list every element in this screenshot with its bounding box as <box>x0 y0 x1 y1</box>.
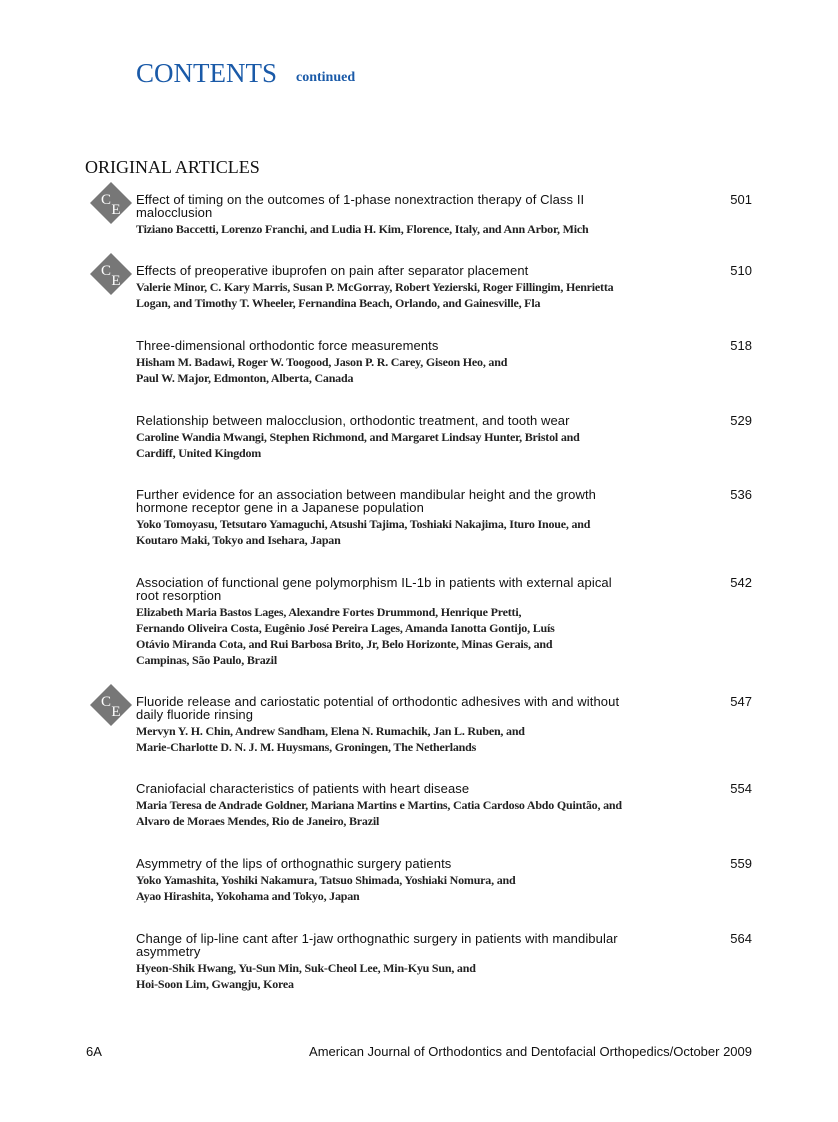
article-title[interactable]: Asymmetry of the lips of orthognathic surgery patients <box>136 856 452 871</box>
ce-badge-icon <box>89 683 133 727</box>
article-authors: Hisham M. Badawi, Roger W. Toogood, Jason P. R. Carey, Giseon Heo, and Paul W. Major, Edmonton, Alberta, Canada <box>136 355 508 385</box>
article-entry[interactable] <box>100 694 756 755</box>
article-title[interactable]: Further evidence for an association between mandibular height and the growth hormone receptor gene in a Japanese population <box>136 487 596 515</box>
article-page-number: 536 <box>730 487 752 502</box>
article-authors: Yoko Tomoyasu, Tetsutaro Yamaguchi, Atsushi Tajima, Toshiaki Nakajima, Ituro Inoue, and Koutaro Maki, Tokyo and Isehara, Japan <box>136 517 591 547</box>
ce-e: E <box>111 273 121 289</box>
article-entry[interactable] <box>136 857 756 904</box>
ce-e: E <box>111 202 121 218</box>
article-authors: Valerie Minor, C. Kary Marris, Susan P. McGorray, Robert Yezierski, Roger Fillingim, Henrietta Logan, and Timothy T. Wheeler, Fernandina Beach, Orlando, and Gainesville, Fla <box>136 280 614 310</box>
ce-e: E <box>111 704 121 720</box>
article-title[interactable]: Association of functional gene polymorphism IL-1b in patients with external apical root resorption <box>136 575 612 603</box>
article-page-number: 529 <box>730 413 752 428</box>
article-entry[interactable] <box>136 576 756 668</box>
article-title[interactable]: Three-dimensional orthodontic force measurements <box>136 338 439 353</box>
page-title: CONTENTS <box>136 58 277 88</box>
section-heading: ORIGINAL ARTICLES <box>85 157 260 177</box>
ce-badge-icon <box>89 181 133 225</box>
article-entry[interactable] <box>136 932 756 992</box>
article-title[interactable]: Effect of timing on the outcomes of 1-phase nonextraction therapy of Class II malocclusion <box>136 192 585 220</box>
ce-badge-icon <box>89 252 133 296</box>
article-title[interactable]: Fluoride release and cariostatic potential of orthodontic adhesives with and without daily fluoride rinsing <box>136 694 620 722</box>
article-authors: Mervyn Y. H. Chin, Andrew Sandham, Elena N. Rumachik, Jan L. Ruben, and Marie-Charlotte D. N. J. M. Huysmans, Groningen, The Netherlands <box>136 724 525 754</box>
article-authors: Maria Teresa de Andrade Goldner, Mariana Martins e Martins, Catia Cardoso Abdo Quintão, and Alvaro de Moraes Mendes, Rio de Janeiro, Brazil <box>136 798 622 828</box>
article-authors: Elizabeth Maria Bastos Lages, Alexandre Fortes Drummond, Henrique Pretti, Fernando Oliveira Costa, Eugênio José Pereira Lages, Amanda Ianotta Gontijo, Luís Otávio Miranda Cota, and Rui Barbosa Brito, Jr, Belo Horizonte, Minas Gerais, and Campinas, São Paulo, Brazil <box>136 605 555 667</box>
article-entry[interactable] <box>136 414 756 461</box>
article-title[interactable]: Change of lip-line cant after 1-jaw orthognathic surgery in patients with mandibular asymmetry <box>136 931 618 959</box>
article-page-number: 559 <box>730 856 752 871</box>
article-entry[interactable] <box>136 782 756 829</box>
footer-page-number: 6A <box>86 1044 102 1059</box>
article-entry[interactable] <box>136 339 756 386</box>
article-page-number: 542 <box>730 575 752 590</box>
article-page-number: 510 <box>730 263 752 278</box>
article-page-number: 554 <box>730 781 752 796</box>
article-authors: Tiziano Baccetti, Lorenzo Franchi, and Ludia H. Kim, Florence, Italy, and Ann Arbor, Mich <box>136 222 589 236</box>
article-title[interactable]: Relationship between malocclusion, orthodontic treatment, and tooth wear <box>136 413 570 428</box>
ce-c: C <box>100 694 112 710</box>
ce-c: C <box>100 263 112 279</box>
article-entry[interactable] <box>100 263 756 311</box>
ce-c: C <box>100 192 112 208</box>
article-page-number: 564 <box>730 931 752 946</box>
page-subtitle: continued <box>296 70 356 85</box>
article-title[interactable]: Craniofacial characteristics of patients with heart disease <box>136 781 470 796</box>
article-page-number: 518 <box>730 338 752 353</box>
article-authors: Hyeon-Shik Hwang, Yu-Sun Min, Suk-Cheol Lee, Min-Kyu Sun, and Hoi-Soon Lim, Gwangju, Korea <box>136 961 476 991</box>
footer-journal: American Journal of Orthodontics and Dentofacial Orthopedics/October 2009 <box>309 1044 752 1059</box>
article-entry[interactable] <box>100 192 756 237</box>
article-title[interactable]: Effects of preoperative ibuprofen on pain after separator placement <box>136 263 529 278</box>
article-authors: Caroline Wandia Mwangi, Stephen Richmond, and Margaret Lindsay Hunter, Bristol and Cardiff, United Kingdom <box>136 430 580 460</box>
article-authors: Yoko Yamashita, Yoshiki Nakamura, Tatsuo Shimada, Yoshiaki Nomura, and Ayao Hirashita, Yokohama and Tokyo, Japan <box>136 873 516 903</box>
article-page-number: 501 <box>730 192 752 207</box>
article-entry[interactable] <box>136 488 756 548</box>
article-page-number: 547 <box>730 694 752 709</box>
